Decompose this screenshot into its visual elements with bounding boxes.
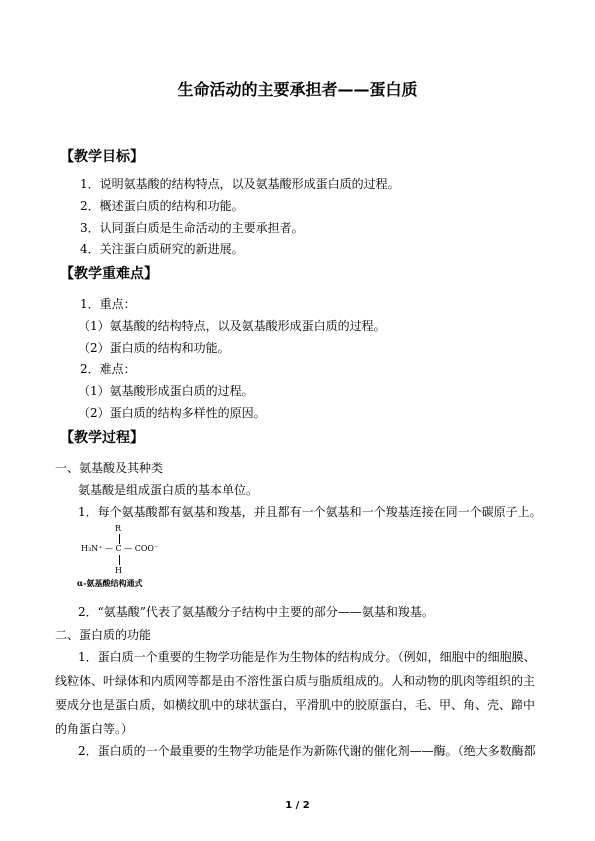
objective-item-3: 3．认同蛋白质是生命活动的主要承担者。 bbox=[80, 221, 304, 235]
formula-bond-bottom bbox=[119, 555, 120, 565]
section-1-point-1: 1．每个氨基酸都有氨基和羧基，并且都有一个氨基和一个羧基连接在同一个碳原子上。 bbox=[78, 505, 542, 519]
formula-bond-top bbox=[119, 534, 120, 544]
section-1-intro: 氨基酸是组成蛋白质的基本单位。 bbox=[78, 483, 259, 497]
objective-item-4: 4．关注蛋白质研究的新进展。 bbox=[80, 242, 244, 256]
section-2-paragraph-2: 2．蛋白质的一个最重要的生物学功能是作为新陈代谢的催化剂——酶。（绝大多数酶都 bbox=[78, 744, 536, 758]
formula-r-group: R bbox=[115, 524, 122, 533]
key-point-line-4: 2．难点： bbox=[80, 362, 136, 376]
section-1-point-2: 2．“氨基酸”代表了氨基酸分子结构中主要的部分——氨基和羧基。 bbox=[78, 605, 434, 619]
key-point-line-1: 1．重点： bbox=[80, 297, 136, 311]
key-points-heading: 【教学重难点】 bbox=[60, 266, 158, 282]
formula-caption: α-氨基酸结构通式 bbox=[77, 578, 143, 588]
objectives-heading: 【教学目标】 bbox=[60, 149, 144, 165]
objective-item-2: 2．概述蛋白质的结构和功能。 bbox=[80, 199, 244, 213]
section-1-title: 一、氨基酸及其种类 bbox=[55, 461, 164, 475]
key-point-line-6: （2）蛋白质的结构多样性的原因。 bbox=[78, 406, 266, 420]
formula-h-atom: H bbox=[115, 566, 122, 575]
process-heading: 【教学过程】 bbox=[60, 430, 144, 446]
key-point-line-3: （2）蛋白质的结构和功能。 bbox=[78, 341, 230, 355]
section-2-paragraph-1: 1．蛋白质一个重要的生物学功能是作为生物体的结构成分。（例如，细胞中的细胞膜、线粒体、叶绿体和内质网等都是由不溶性蛋白质与脂质组成的。人和动物的肌肉等组织的主要成分也是蛋白质，如横纹肌中的球状蛋白，平滑肌中的胶原蛋白，毛、甲、角、壳、蹄中的角蛋白等。） bbox=[55, 650, 536, 736]
objective-item-1: 1．说明氨基酸的结构特点，以及氨基酸形成蛋白质的过程。 bbox=[80, 177, 400, 191]
page-title: 生命活动的主要承担者——蛋白质 bbox=[177, 80, 418, 99]
amino-acid-formula-figure bbox=[77, 520, 162, 590]
section-2-title: 二、蛋白质的功能 bbox=[55, 628, 152, 642]
formula-main-chain: H₃N⁺ — C — COO⁻ bbox=[81, 544, 159, 553]
key-point-line-5: （1）氨基酸形成蛋白质的过程。 bbox=[78, 384, 254, 398]
key-point-line-2: （1）氨基酸的结构特点，以及氨基酸形成蛋白质的过程。 bbox=[78, 319, 386, 333]
page-number: 1 / 2 bbox=[285, 800, 310, 811]
